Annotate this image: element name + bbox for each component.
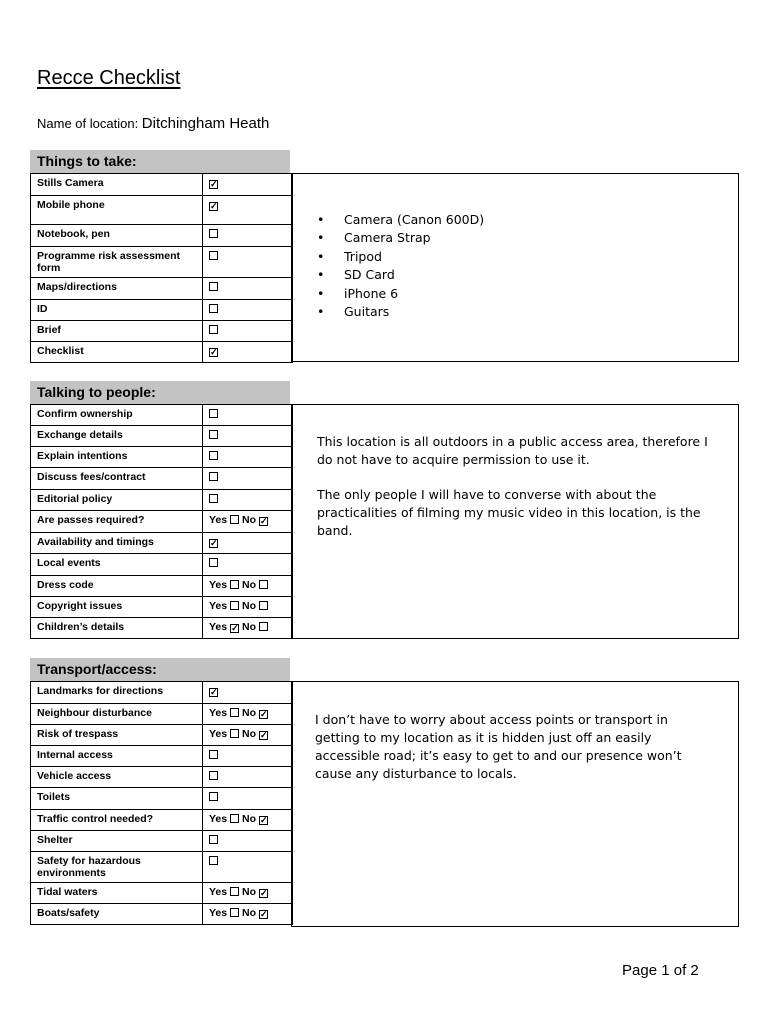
- no-label: No: [242, 907, 257, 919]
- item-check-cell: [203, 405, 293, 426]
- item-check-cell: [203, 533, 293, 554]
- table-row: [31, 704, 293, 725]
- yes-label: Yes: [209, 728, 228, 740]
- yes-label: Yes: [209, 514, 228, 526]
- yes-label: Yes: [209, 579, 228, 591]
- item-label: Dress code: [31, 576, 203, 597]
- table-row: [31, 405, 293, 426]
- no-checkbox[interactable]: ✓: [260, 888, 268, 898]
- item-label: Mobile phone: [31, 196, 203, 225]
- item-check-cell: [203, 321, 293, 342]
- list-item: • iPhone 6: [317, 285, 484, 303]
- section-header-transport-access: Transport/access:: [30, 658, 290, 681]
- list-item: • Camera Strap: [317, 229, 484, 247]
- yes-checkbox[interactable]: [230, 908, 239, 917]
- table-row: [31, 618, 293, 639]
- item-label: Boats/safety: [31, 904, 203, 925]
- no-label: No: [242, 813, 257, 825]
- no-checkbox[interactable]: ✓: [260, 516, 268, 526]
- no-label: No: [242, 728, 257, 740]
- notes-list: [317, 211, 484, 321]
- item-check-cell: [203, 682, 293, 704]
- table-row: [31, 746, 293, 767]
- checkbox[interactable]: ✓: [210, 538, 218, 548]
- item-label: Landmarks for directions: [31, 682, 203, 704]
- table-row: [31, 447, 293, 468]
- table-row: [31, 831, 293, 852]
- item-check-cell: [203, 704, 293, 725]
- yes-label: Yes: [209, 707, 228, 719]
- table-row: [31, 810, 293, 831]
- checkbox[interactable]: [209, 472, 218, 481]
- checkbox[interactable]: [209, 430, 218, 439]
- page-current: 1: [661, 962, 670, 979]
- checkbox[interactable]: [209, 304, 218, 313]
- notes-paragraph: I don’t have to worry about access points or transport in getting to my location as it is hidden just off an easily accessible road; it’s easy to get to and our presence won’t cause any disturbance to locals.: [315, 712, 682, 781]
- no-label: No: [242, 621, 257, 633]
- location-label: Name of location: [37, 116, 135, 131]
- item-check-cell: [203, 746, 293, 767]
- notes-box-talking-to-people: [291, 404, 739, 639]
- no-checkbox[interactable]: ✓: [260, 909, 268, 919]
- item-label: Local events: [31, 554, 203, 576]
- item-label: Exchange details: [31, 426, 203, 447]
- no-checkbox[interactable]: [259, 622, 268, 631]
- checkbox[interactable]: [209, 325, 218, 334]
- checkbox[interactable]: [209, 229, 218, 238]
- item-check-cell: [203, 788, 293, 810]
- item-check-cell: [203, 511, 293, 533]
- checkbox[interactable]: [209, 771, 218, 780]
- checkbox[interactable]: ✓: [210, 687, 218, 697]
- item-check-cell: [203, 618, 293, 639]
- no-label: No: [242, 886, 257, 898]
- item-label: Checklist: [31, 342, 203, 363]
- item-label: Toilets: [31, 788, 203, 810]
- item-label: Maps/directions: [31, 278, 203, 300]
- item-check-cell: [203, 174, 293, 196]
- table-row: [31, 725, 293, 746]
- checkbox[interactable]: [209, 494, 218, 503]
- checkbox[interactable]: ✓: [210, 347, 218, 357]
- yes-checkbox[interactable]: [230, 887, 239, 896]
- yes-label: Yes: [209, 907, 228, 919]
- no-label: No: [242, 707, 257, 719]
- location-value: Ditchingham Heath: [141, 115, 270, 132]
- table-row: [31, 682, 293, 704]
- item-check-cell: [203, 300, 293, 321]
- checkbox[interactable]: [209, 792, 218, 801]
- checkbox[interactable]: [209, 558, 218, 567]
- location-line: [37, 115, 269, 133]
- table-row: [31, 490, 293, 511]
- item-check-cell: [203, 342, 293, 363]
- table-row: [31, 300, 293, 321]
- item-check-cell: [203, 576, 293, 597]
- location-separator: :: [134, 116, 142, 131]
- item-label: Editorial policy: [31, 490, 203, 511]
- checklist-table-transport-access: [30, 681, 293, 925]
- table-row: [31, 342, 293, 363]
- item-label: Risk of trespass: [31, 725, 203, 746]
- item-label: ID: [31, 300, 203, 321]
- checkbox[interactable]: [209, 251, 218, 260]
- item-label: Are passes required?: [31, 511, 203, 533]
- table-row: [31, 533, 293, 554]
- yes-checkbox[interactable]: ✓: [231, 623, 239, 633]
- checkbox[interactable]: ✓: [210, 179, 218, 189]
- item-check-cell: [203, 490, 293, 511]
- yes-label: Yes: [209, 886, 228, 898]
- yes-checkbox[interactable]: [230, 601, 239, 610]
- section-header-talking-to-people: Talking to people:: [30, 381, 290, 404]
- yes-checkbox[interactable]: [230, 580, 239, 589]
- table-row: [31, 321, 293, 342]
- checkbox[interactable]: [209, 856, 218, 865]
- yes-label: Yes: [209, 813, 228, 825]
- yes-checkbox[interactable]: [230, 515, 239, 524]
- yes-checkbox[interactable]: [230, 708, 239, 717]
- item-label: Vehicle access: [31, 767, 203, 788]
- item-check-cell: [203, 831, 293, 852]
- checkbox[interactable]: ✓: [210, 201, 218, 211]
- item-check-cell: [203, 247, 293, 278]
- checkbox[interactable]: [209, 282, 218, 291]
- page-number: [622, 962, 699, 979]
- list-item: • Tripod: [317, 248, 484, 266]
- item-check-cell: [203, 883, 293, 904]
- yes-label: Yes: [209, 621, 228, 633]
- table-row: [31, 426, 293, 447]
- yes-checkbox[interactable]: [230, 729, 239, 738]
- item-label: Explain intentions: [31, 447, 203, 468]
- item-label: Safety for hazardous environments: [31, 852, 203, 883]
- item-label: Tidal waters: [31, 883, 203, 904]
- list-item: • SD Card: [317, 266, 484, 284]
- item-check-cell: [203, 767, 293, 788]
- checkbox[interactable]: [209, 750, 218, 759]
- list-item: • Guitars: [317, 303, 484, 321]
- page-title: Recce Checklist: [37, 67, 181, 89]
- item-label: Programme risk assessment form: [31, 247, 203, 278]
- item-label: Availability and timings: [31, 533, 203, 554]
- item-label: Stills Camera: [31, 174, 203, 196]
- table-row: [31, 196, 293, 225]
- item-label: Confirm ownership: [31, 405, 203, 426]
- table-row: [31, 904, 293, 925]
- yes-label: Yes: [209, 600, 228, 612]
- item-check-cell: [203, 725, 293, 746]
- list-item: • Camera (Canon 600D): [317, 211, 484, 229]
- item-check-cell: [203, 597, 293, 618]
- table-row: [31, 852, 293, 883]
- checkbox[interactable]: [209, 409, 218, 418]
- table-row: [31, 597, 293, 618]
- table-row: [31, 247, 293, 278]
- item-check-cell: [203, 278, 293, 300]
- item-check-cell: [203, 426, 293, 447]
- section-header-things-to-take: Things to take:: [30, 150, 290, 173]
- no-checkbox[interactable]: [259, 601, 268, 610]
- item-label: Traffic control needed?: [31, 810, 203, 831]
- yes-checkbox[interactable]: [230, 814, 239, 823]
- checklist-table-talking-to-people: [30, 404, 293, 639]
- of-word: of: [673, 962, 687, 979]
- table-row: [31, 767, 293, 788]
- item-label: Copyright issues: [31, 597, 203, 618]
- checkbox[interactable]: [209, 835, 218, 844]
- notes-paragraph: The only people I will have to converse with about the practicalities of filming my music video in this location, is the band.: [317, 487, 701, 538]
- table-row: [31, 554, 293, 576]
- table-row: [31, 468, 293, 490]
- notes-paragraph: This location is all outdoors in a public access area, therefore I do not have to acquire permission to use it.: [317, 434, 708, 467]
- no-label: No: [242, 514, 257, 526]
- no-checkbox[interactable]: ✓: [260, 730, 268, 740]
- table-row: [31, 174, 293, 196]
- checkbox[interactable]: [209, 451, 218, 460]
- item-check-cell: [203, 196, 293, 225]
- item-label: Discuss fees/contract: [31, 468, 203, 490]
- item-check-cell: [203, 904, 293, 925]
- item-check-cell: [203, 447, 293, 468]
- no-checkbox[interactable]: ✓: [260, 815, 268, 825]
- item-check-cell: [203, 810, 293, 831]
- no-checkbox[interactable]: ✓: [260, 709, 268, 719]
- notes-box-things-to-take: [291, 173, 739, 362]
- item-label: Neighbour disturbance: [31, 704, 203, 725]
- item-label: Brief: [31, 321, 203, 342]
- no-label: No: [242, 579, 257, 591]
- page-word: Page: [622, 962, 658, 979]
- table-row: [31, 788, 293, 810]
- item-check-cell: [203, 468, 293, 490]
- no-checkbox[interactable]: [259, 580, 268, 589]
- notes-text: [317, 433, 717, 540]
- item-label: Internal access: [31, 746, 203, 767]
- table-row: [31, 225, 293, 247]
- no-label: No: [242, 600, 257, 612]
- table-row: [31, 883, 293, 904]
- item-label: Shelter: [31, 831, 203, 852]
- checklist-table-things-to-take: [30, 173, 293, 363]
- notes-box-transport-access: [291, 681, 739, 927]
- page-total: 2: [690, 962, 699, 979]
- item-check-cell: [203, 852, 293, 883]
- table-row: [31, 278, 293, 300]
- item-check-cell: [203, 554, 293, 576]
- item-label: Children’s details: [31, 618, 203, 639]
- table-row: [31, 511, 293, 533]
- notes-text: [315, 711, 695, 783]
- item-check-cell: [203, 225, 293, 247]
- item-label: Notebook, pen: [31, 225, 203, 247]
- table-row: [31, 576, 293, 597]
